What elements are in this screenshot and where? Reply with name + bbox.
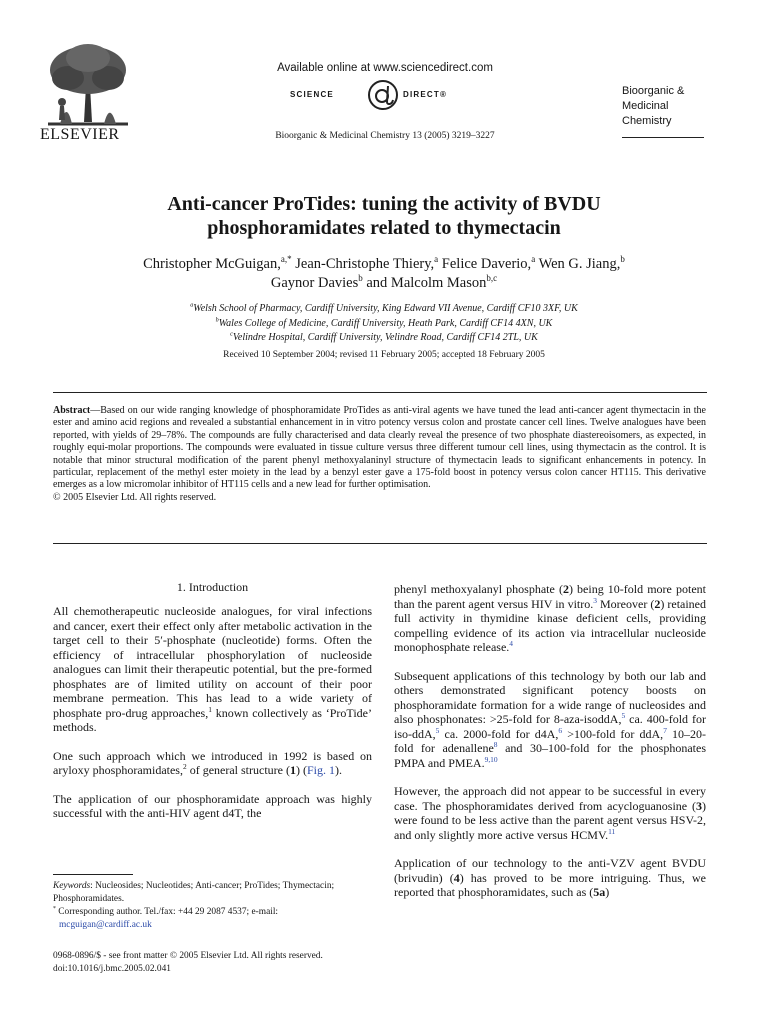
corresponding-text: Corresponding author. Tel./fax: +44 29 2087 4537; e-mail: [58,907,279,917]
available-online-link[interactable]: Available online at www.sciencedirect.com [277,62,493,74]
doi-line: doi:10.1016/j.bmc.2005.02.041 [53,964,171,974]
abstract-top-rule [53,392,707,393]
author-list [40,255,728,293]
keywords-label: Keywords [53,881,91,891]
paragraph [53,749,372,778]
affiliation-text: Velindre Hospital, Cardiff University, Velindre Road, Cardiff CF14 2TL, UK [232,332,538,343]
affiliation [60,331,708,346]
affiliation-mark: c [230,330,233,338]
email-link[interactable]: mcguigan@cardiff.ac.uk [59,920,152,930]
title-line: phosphoramidates related to thymectacin [207,217,561,239]
paragraph-text: phenyl methoxyalanyl phosphate ( [394,582,563,596]
author-affil-mark: b [358,273,363,284]
section-heading: 1. Introduction [176,580,249,594]
reference-marker[interactable]: 3 [593,595,597,605]
paragraph-text: and 30–100-fold for the phosphonates PMPA and PMEA. [394,741,706,770]
paragraph-text: 10–20-fold for adenallene [394,726,706,755]
reference-marker[interactable]: 5 [435,725,440,735]
paragraph-text: of general structure ( [186,763,290,777]
paragraph [394,784,706,842]
paragraph-text: ) ( [296,763,307,777]
compound-number: 2 [654,596,661,611]
corresponding-mark: * [53,905,56,912]
affiliation [60,302,708,317]
reference-marker[interactable]: 2 [182,762,187,771]
keywords-text: : Nucleosides; Nucleotides; Anti-cancer; ProTides; Thymectacin; Phosphoramidates. [53,881,335,904]
journal-name [622,84,732,129]
paragraph-text: The application of our phosphoramidate approach was highly successful with the anti-HIV agent d4T, the [53,791,372,820]
author-affil-mark: a [531,254,536,265]
reference-marker[interactable]: 1 [208,704,212,714]
front-matter-line: 0968-0896/$ - see front matter © 2005 Elsevier Ltd. All rights reserved. [53,951,323,961]
paragraph-text: ca. 2000-fold for d4A, [439,726,559,741]
elsevier-tree-logo [38,40,138,140]
journal-citation: Bioorganic & Medicinal Chemistry 13 (2005) 3219–3227 [275,131,495,141]
paragraph-text: >100-fold for ddA, [562,726,664,741]
affiliation-text: Welsh School of Pharmacy, Cardiff University, King Edward VII Avenue, Cardiff CF10 3XF, UK [193,303,578,314]
compound-number: 2 [562,582,569,596]
page-footer [53,950,393,976]
author-name: Wen G. Jiang, [538,256,621,272]
abstract-label: Abstract [53,405,91,416]
author-name: and Malcolm Mason [366,275,487,291]
reference-marker[interactable]: 9,10 [484,754,498,764]
figure-link[interactable]: Fig. 1 [307,763,336,777]
paragraph-text: ) [605,885,610,899]
reference-marker[interactable]: 8 [493,740,498,749]
paragraph [394,856,706,900]
publisher-name: ELSEVIER [40,126,120,143]
sd-right-text: DIRECT® [403,90,448,99]
paragraph-text: One such approach which we introduced in 1992 is based on aryloxy phosphoramidates, [53,748,372,777]
reference-marker[interactable]: 7 [663,725,667,735]
corresponding-footnote [53,906,372,919]
sd-left-text: SCIENCE [290,90,334,99]
affiliation-mark: b [215,316,219,324]
journal-name-line: Medicinal [622,100,669,112]
paragraph-text: However, the approach did not appear to be successful in every case. The phosphoramidates derived from acycloguanosine ( [394,784,706,813]
author-name: Gaynor Davies [270,275,359,291]
affiliation [60,317,708,332]
paragraph [394,669,706,771]
paragraph [53,604,372,735]
article-title [60,192,708,240]
paragraph [53,792,372,821]
journal-name-line: Chemistry [622,115,672,127]
paragraph-text: ca. 400-fold for iso-ddA, [394,712,706,741]
affiliation-mark: a [190,301,194,309]
author-affil-mark: b [620,254,625,265]
abstract-bottom-rule [53,543,707,544]
paragraph-text: ). [335,763,343,777]
abstract [53,405,706,504]
author-affil-mark: a,* [280,254,292,265]
paragraph-text: Application of our technology to the anti-VZV agent BVDU (brivudin) ( [394,856,706,885]
author-name: Jean-Christophe Thiery, [295,256,435,272]
abstract-text: —Based on our wide ranging knowledge of phosphoramidate ProTides as anti-viral agents we have tuned the lead anti-cancer agent thymectacin in the ester and amino acid regions and revealed a substantial enhancement in in vitro potency versus colon and prostate cancer cell lines. Twelve analogues have been reported, with yields of 29–78%. The compounds are fully characterised and data clearly reveal the presence of two phosphate diastereoisomers, as expected, in roughly equi-molar proportions. The compounds were evaluated in tissue culture versus three different tumour cell lines, using thymectacin as the control. It is notable that minor structural modification of the parent phenyl methoxyalaninyl structure of thymectacin leads to significant enhancements in potency. In particular, replacement of the methyl ester moiety in the lead by a benzyl ester gave a 175-fold boost in potency versus colon cancer HT115. This derivative emerges as a low micromolar inhibitor of HT115 cells and a new lead for further optimisation. [53,405,706,491]
compound-number: 1 [290,763,296,777]
reference-marker[interactable]: 5 [621,711,626,720]
author-name: Christopher McGuigan, [143,256,281,272]
paragraph-text: ) being 10-fold more potent than the parent agent versus HIV in vitro. [394,582,706,611]
author-affil-mark: b,c [486,273,498,284]
copyright: © 2005 Elsevier Ltd. All rights reserved. [53,491,217,503]
paragraph-text: ) retained full activity in thymidine kinase deficient cells, providing compelling evidence of its action via intracellular nucleoside monophosphate release. [394,596,707,654]
affiliation-list [60,302,708,346]
compound-number: 3 [696,798,702,813]
author-name: Felice Daverio, [441,256,532,272]
paragraph-text: All chemotherapeutic nucleoside analogues, for viral infections and cancer, exert their effect only after metabolic activation in the target cell to their 5′-phosphate (nucleotide) forms. Often the efficiency of intracellular phosphorylation of nucleoside analogues can limit their therapeutic potential, but the pre-formed phosphates are of limited utility on account of their poor membrane permeation. This has lead to a wide variety of phosphate pro-drug approaches, [53,604,372,720]
footnote-rule [53,874,133,875]
paragraph-text: ) has proved to be more intriguing. Thus, we reported that phosphoramidates, such as ( [394,870,706,899]
reference-marker[interactable]: 11 [608,826,616,836]
left-column [53,604,372,821]
paragraph [394,582,706,655]
footnotes [53,880,372,932]
sciencedirect-logo [290,80,480,112]
title-line: Anti-cancer ProTides: tuning the activity of BVDU [167,193,601,215]
compound-number: 5a [593,885,606,899]
received-dates: Received 10 September 2004; revised 11 February 2005; accepted 18 February 2005 [223,350,545,360]
sd-at-icon [366,78,400,112]
keywords-footnote [53,880,372,906]
paragraph-text: known collectively as ‘ProTide’ methods. [53,705,372,734]
affiliation-text: Wales College of Medicine, Cardiff University, Heath Park, Cardiff CF14 4XN, UK [218,317,553,329]
paragraph-text: ) were found to be less active than the parent agent versus HSV-2, and only slightly more active versus HCMV. [394,798,706,842]
journal-name-line: Bioorganic & [622,85,685,97]
journal-name-rule [622,137,704,138]
reference-marker[interactable]: 6 [558,725,563,735]
author-affil-mark: a [434,254,439,265]
right-column [394,582,706,900]
compound-number: 4 [453,870,460,885]
paragraph-text: Subsequent applications of this technology by both our lab and others demonstrated significant potency boosts on phosphoramidate formation for a wide range of nucleosides and also phosphonates: >25-fold for 8-aza-isoddA, [394,668,706,726]
reference-marker[interactable]: 4 [509,639,514,648]
paragraph-text: Moreover ( [596,596,655,611]
